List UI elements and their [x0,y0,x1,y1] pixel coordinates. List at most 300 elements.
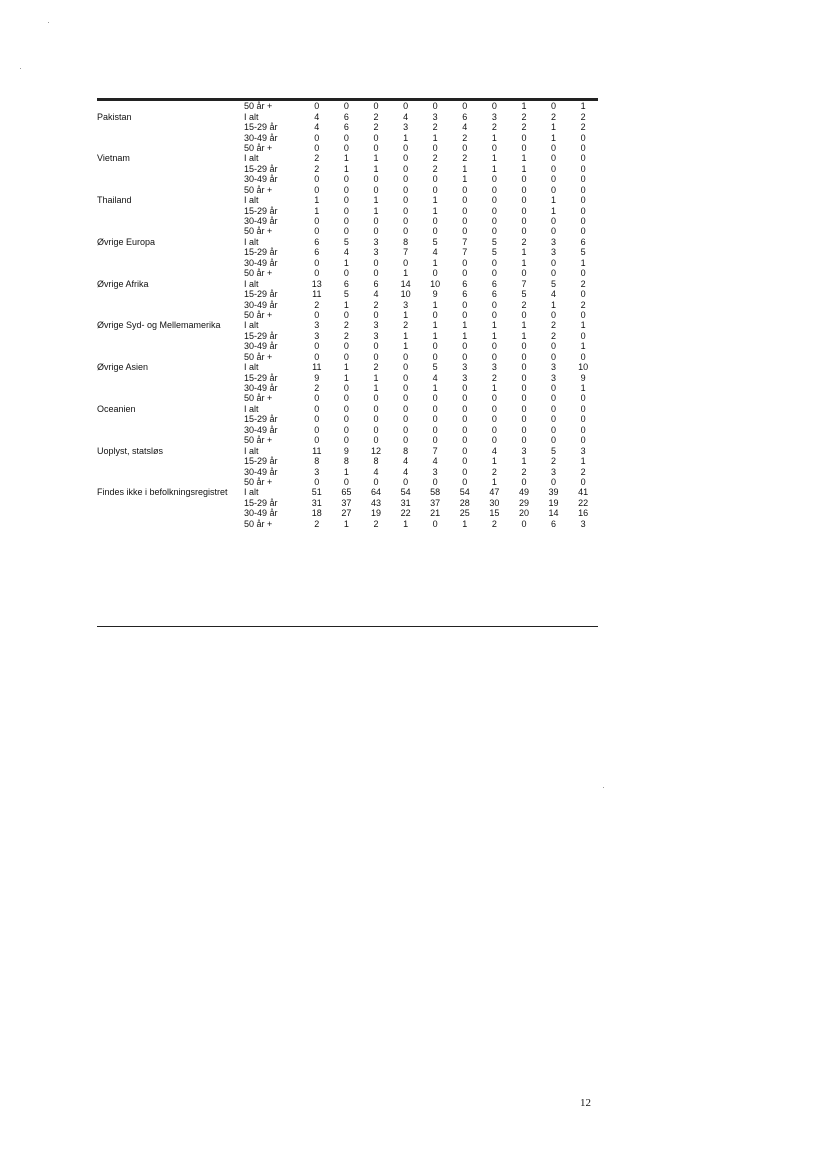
table-cell: 0 [403,362,409,373]
row-subgroup: I alt [244,278,259,289]
table-row [97,508,598,518]
table-cell: 1 [432,330,438,341]
row-category: Uoplyst, statsløs [97,445,164,456]
table-cell: 1 [580,101,586,112]
table-cell: 0 [491,268,497,279]
table-cell: 0 [551,142,557,153]
table-cell: 1 [343,163,349,174]
table-cell: 0 [314,341,320,352]
table-cell: 1 [403,309,409,320]
table-cell: 1 [373,383,379,394]
table-cell: 2 [580,278,586,289]
table-cell: 1 [551,299,557,310]
table-cell: 0 [373,435,379,446]
table-cell: 1 [373,195,379,206]
table-cell: 0 [462,299,468,310]
table-cell: 2 [432,163,438,174]
table-cell: 0 [491,226,497,237]
table-cell: 0 [314,309,320,320]
table-cell: 27 [341,508,352,519]
table-cell: 2 [314,299,320,310]
table-cell: 0 [432,476,438,487]
table-cell: 0 [521,132,527,143]
table-row [97,331,598,341]
table-cell: 1 [491,163,497,174]
row-category: Findes ikke i befolkningsregistret [97,487,228,498]
table-cell: 39 [548,487,559,498]
table-cell: 0 [314,424,320,435]
table-cell: 1 [343,153,349,164]
row-category [97,466,244,476]
table-cell: 37 [341,497,352,508]
table-cell: 0 [462,309,468,320]
table-cell: 0 [432,184,438,195]
table-row [97,153,598,163]
table-cell: 0 [432,351,438,362]
table-cell: 13 [311,278,322,289]
table-cell: 4 [373,466,379,477]
row-subgroup: 15-29 år [244,247,278,258]
table-cell: 0 [580,330,586,341]
table-cell: 0 [314,216,320,227]
table-cell: 1 [432,320,438,331]
table-cell: 0 [373,393,379,404]
table-cell: 1 [580,320,586,331]
table-cell: 1 [521,163,527,174]
table-cell: 1 [462,320,468,331]
table-row [97,445,598,455]
table-cell: 4 [432,372,438,383]
table-cell: 0 [551,383,557,394]
table-cell: 0 [580,435,586,446]
table-cell: 49 [518,487,529,498]
table-cell: 8 [314,456,320,467]
table-cell: 0 [314,101,320,112]
table-cell: 2 [521,122,527,133]
row-subgroup: 50 år + [244,435,273,446]
table-cell: 0 [521,142,527,153]
table-cell: 0 [521,424,527,435]
table-cell: 0 [462,393,468,404]
table-cell: 1 [521,330,527,341]
table-cell: 1 [551,195,557,206]
table-cell: 25 [459,508,470,519]
table-cell: 9 [580,372,586,383]
table-cell: 1 [491,320,497,331]
table-row [97,487,598,497]
table-cell: 0 [521,205,527,216]
table-cell: 0 [343,216,349,227]
row-category [97,132,244,142]
table-cell: 0 [491,205,497,216]
row-subgroup: 30-49 år [244,132,278,143]
table-cell: 0 [521,476,527,487]
table-cell: 0 [403,414,409,425]
table-cell: 1 [432,205,438,216]
table-cell: 0 [491,257,497,268]
table-cell: 0 [343,309,349,320]
table-row [97,299,598,309]
table-cell: 65 [341,487,352,498]
table-cell: 7 [462,247,468,258]
table-cell: 5 [343,236,349,247]
table-cell: 2 [491,466,497,477]
table-cell: 0 [403,351,409,362]
row-category [97,498,244,508]
table-row [97,310,598,320]
table-cell: 0 [551,414,557,425]
table-cell: 1 [432,257,438,268]
table-cell: 11 [312,362,322,373]
table-cell: 1 [462,174,468,185]
table-cell: 54 [459,487,470,498]
table-cell: 0 [432,424,438,435]
table-row [97,320,598,330]
scan-speck [603,787,604,788]
table-cell: 4 [343,247,349,258]
table-cell: 0 [373,226,379,237]
table-cell: 0 [373,142,379,153]
table-cell: 0 [343,341,349,352]
table-cell: 1 [403,341,409,352]
table-cell: 0 [403,435,409,446]
table-row [97,237,598,247]
table-cell: 0 [462,351,468,362]
row-category: Øvrige Asien [97,362,149,373]
row-category [97,425,244,435]
table-cell: 0 [403,101,409,112]
row-subgroup: I alt [244,445,259,456]
table-cell: 9 [314,372,320,383]
table-cell: 1 [491,330,497,341]
table-cell: 12 [370,445,381,456]
table-cell: 2 [551,111,557,122]
table-cell: 0 [580,268,586,279]
row-subgroup: 30-49 år [244,216,278,227]
row-category [97,174,244,184]
table-cell: 0 [373,184,379,195]
table-cell: 4 [403,111,409,122]
table-cell: 22 [400,508,411,519]
table-cell: 28 [459,497,470,508]
table-cell: 0 [462,424,468,435]
table-cell: 5 [551,445,557,456]
table-cell: 0 [462,456,468,467]
table-cell: 0 [580,476,586,487]
table-cell: 2 [432,122,438,133]
table-cell: 6 [373,278,379,289]
table-cell: 2 [580,466,586,477]
table-cell: 1 [462,330,468,341]
table-cell: 51 [311,487,322,498]
table-cell: 0 [343,205,349,216]
table-row [97,519,598,529]
row-subgroup: 30-49 år [244,424,278,435]
table-cell: 0 [551,153,557,164]
table-cell: 0 [491,393,497,404]
table-cell: 0 [343,383,349,394]
table-cell: 5 [521,289,527,300]
table-cell: 0 [551,476,557,487]
table-cell: 0 [314,351,320,362]
table-cell: 0 [580,424,586,435]
row-category: Thailand [97,195,132,206]
table-cell: 0 [580,216,586,227]
row-category [97,508,244,518]
table-cell: 3 [314,320,320,331]
table-cell: 4 [491,445,497,456]
table-cell: 11 [312,289,322,300]
table-cell: 0 [314,142,320,153]
table-bottom-rule [97,626,598,627]
table-cell: 0 [373,174,379,185]
table-cell: 8 [403,236,409,247]
table-cell: 6 [314,236,320,247]
table-cell: 2 [343,320,349,331]
table-cell: 7 [462,236,468,247]
table-cell: 0 [373,403,379,414]
table-cell: 2 [521,299,527,310]
table-cell: 0 [491,435,497,446]
table-cell: 0 [462,445,468,456]
row-category [97,289,244,299]
table-cell: 5 [432,362,438,373]
table-cell: 0 [432,403,438,414]
table-cell: 1 [551,122,557,133]
table-cell: 0 [403,393,409,404]
table-cell: 1 [521,257,527,268]
row-subgroup: 50 år + [244,476,273,487]
row-subgroup: I alt [244,195,259,206]
table-cell: 0 [521,351,527,362]
table-cell: 6 [343,278,349,289]
table-cell: 1 [491,476,497,487]
table-cell: 4 [462,122,468,133]
table-cell: 0 [373,476,379,487]
table-cell: 41 [578,487,589,498]
row-subgroup: I alt [244,153,259,164]
row-subgroup: 30-49 år [244,508,278,519]
table-cell: 0 [462,403,468,414]
table-cell: 0 [432,226,438,237]
table-cell: 0 [551,184,557,195]
table-cell: 0 [462,257,468,268]
table-cell: 5 [343,289,349,300]
row-category [97,477,244,487]
table-cell: 3 [432,111,438,122]
row-category [97,341,244,351]
table-cell: 1 [403,132,409,143]
table-row [97,205,598,215]
table-cell: 0 [343,435,349,446]
table-cell: 6 [491,289,497,300]
table-cell: 0 [432,435,438,446]
table-cell: 0 [343,132,349,143]
row-category [97,372,244,382]
table-row [97,164,598,174]
table-cell: 22 [578,497,589,508]
table-cell: 1 [462,518,468,529]
table-cell: 0 [314,476,320,487]
table-cell: 0 [491,101,497,112]
row-category [97,226,244,236]
table-cell: 1 [432,383,438,394]
table-cell: 1 [343,372,349,383]
row-subgroup: 30-49 år [244,257,278,268]
table-cell: 2 [462,153,468,164]
table-cell: 1 [521,320,527,331]
table-cell: 0 [373,309,379,320]
table-cell: 2 [314,163,320,174]
table-cell: 0 [551,393,557,404]
table-cell: 0 [314,226,320,237]
table-cell: 0 [462,466,468,477]
table-cell: 7 [521,278,527,289]
table-cell: 2 [521,111,527,122]
table-cell: 0 [343,195,349,206]
table-cell: 6 [343,111,349,122]
row-subgroup: 50 år + [244,518,273,529]
row-category: Øvrige Afrika [97,278,149,289]
row-subgroup: 15-29 år [244,414,278,425]
page-number: 12 [580,1097,591,1109]
table-cell: 1 [521,456,527,467]
table-cell: 0 [521,195,527,206]
table-cell: 29 [518,497,529,508]
table-cell: 3 [373,247,379,258]
table-cell: 0 [551,216,557,227]
table-cell: 3 [551,466,557,477]
table-cell: 1 [373,153,379,164]
table-cell: 0 [521,414,527,425]
table-cell: 1 [521,101,527,112]
table-cell: 1 [314,195,320,206]
table-cell: 0 [373,341,379,352]
table-cell: 3 [551,236,557,247]
table-cell: 10 [430,278,441,289]
table-cell: 14 [400,278,411,289]
table-cell: 0 [403,195,409,206]
table-cell: 2 [551,330,557,341]
table-cell: 0 [521,372,527,383]
table-row [97,362,598,372]
table-cell: 0 [462,205,468,216]
table-cell: 0 [521,226,527,237]
table-cell: 19 [548,497,559,508]
table-cell: 0 [432,414,438,425]
table-cell: 6 [551,518,557,529]
table-cell: 0 [491,403,497,414]
table-cell: 4 [403,466,409,477]
table-cell: 1 [403,330,409,341]
table-row [97,101,598,111]
table-row [97,247,598,257]
table-cell: 0 [491,195,497,206]
table-cell: 0 [432,393,438,404]
table-cell: 0 [551,257,557,268]
table-cell: 0 [491,351,497,362]
table-cell: 0 [403,184,409,195]
table-row [97,216,598,226]
table-cell: 4 [314,111,320,122]
scan-speck [20,68,21,69]
table-cell: 0 [580,289,586,300]
table-cell: 0 [491,424,497,435]
table-cell: 0 [373,132,379,143]
table-cell: 1 [432,195,438,206]
table-cell: 0 [521,383,527,394]
table-cell: 8 [373,456,379,467]
table-cell: 0 [462,268,468,279]
row-subgroup: 50 år + [244,393,273,404]
table-cell: 2 [462,132,468,143]
table-cell: 1 [432,132,438,143]
table-cell: 1 [491,153,497,164]
table-cell: 0 [343,101,349,112]
table-row [97,268,598,278]
table-cell: 1 [580,456,586,467]
table-cell: 3 [314,466,320,477]
table-cell: 14 [548,508,559,519]
table-cell: 0 [580,163,586,174]
table-row [97,498,598,508]
table-cell: 0 [491,309,497,320]
table-cell: 2 [373,111,379,122]
table-cell: 0 [462,195,468,206]
table-cell: 0 [343,476,349,487]
table-cell: 0 [403,476,409,487]
table-cell: 0 [403,216,409,227]
table-row [97,456,598,466]
row-subgroup: 15-29 år [244,456,278,467]
table-cell: 2 [373,518,379,529]
row-category: Øvrige Europa [97,236,156,247]
row-category [97,456,244,466]
table-row [97,289,598,299]
row-category: Pakistan [97,111,132,122]
table-cell: 20 [518,508,529,519]
table-cell: 18 [311,508,322,519]
statistics-table [97,101,598,529]
table-cell: 0 [314,435,320,446]
table-cell: 0 [314,174,320,185]
table-cell: 0 [343,351,349,362]
table-cell: 0 [343,184,349,195]
table-cell: 2 [580,299,586,310]
table-cell: 3 [314,330,320,341]
table-cell: 1 [373,372,379,383]
table-cell: 0 [314,184,320,195]
table-cell: 6 [462,111,468,122]
row-subgroup: 50 år + [244,351,273,362]
row-category: Oceanien [97,403,136,414]
table-cell: 0 [521,268,527,279]
table-cell: 1 [551,132,557,143]
table-cell: 15 [489,508,500,519]
table-cell: 5 [551,278,557,289]
row-category [97,519,244,529]
table-cell: 0 [373,414,379,425]
row-subgroup: I alt [244,362,259,373]
table-cell: 5 [432,236,438,247]
table-row [97,122,598,132]
table-cell: 0 [462,101,468,112]
table-cell: 21 [430,508,441,519]
table-row [97,372,598,382]
row-category [97,164,244,174]
table-cell: 1 [491,132,497,143]
table-cell: 10 [400,289,411,300]
